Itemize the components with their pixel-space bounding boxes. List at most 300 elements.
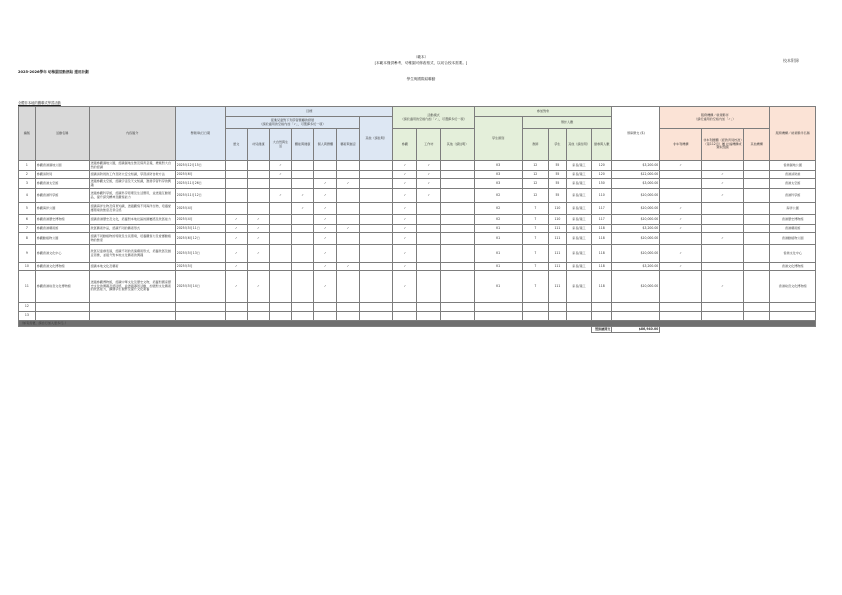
goal-check: ✓ [225, 263, 247, 271]
service-name: 香港動植物公園 [770, 233, 816, 245]
total-count: 120 [592, 171, 612, 179]
grade-cell: K1 [474, 233, 522, 245]
goal-check [291, 225, 314, 233]
service-check [660, 312, 702, 321]
teachers-count: 12 [522, 171, 548, 179]
goal-check [291, 263, 314, 271]
other-count: 家長/義工 [566, 203, 591, 215]
format-check [393, 303, 417, 312]
format-check [417, 245, 441, 263]
service-check: ✓ [660, 161, 702, 171]
grade-cell: K2 [474, 203, 522, 215]
format-check [441, 303, 475, 312]
goal-check [247, 179, 270, 189]
goal-check [270, 233, 292, 245]
col-goal-nature: 大自然與生活 [270, 129, 292, 161]
budget-cell: $10,000.00 [612, 215, 660, 225]
goal-check: ✓ [314, 179, 337, 189]
col-svc-approved: 非牟利團體（經教育局核准）（第112章）屬 社福機構或類似組織 [702, 129, 744, 161]
activity-content: 認識香港歷史及文化，培養對本地社區的歸屬感及欣賞能力 [89, 215, 175, 225]
goal-check [291, 245, 314, 263]
goal-check: ✓ [270, 171, 292, 179]
row-number: 4 [19, 189, 36, 203]
students-count: 111 [548, 233, 566, 245]
activity-name: 參觀香港文化中心 [35, 245, 89, 263]
activity-date: 2025年6月 [175, 171, 225, 179]
goal-check [337, 171, 360, 179]
activity-date [175, 312, 225, 321]
goal-check [291, 233, 314, 245]
goal-check: ✓ [247, 271, 270, 303]
activity-content: 欣賞藝術作品，認識不同的藝術形式 [89, 225, 175, 233]
total-count: 110 [592, 189, 612, 203]
activity-name: 參觀香港文化博物館 [35, 263, 89, 271]
goal-check: ✓ [247, 225, 270, 233]
activity-date: 2025年5月11日 [175, 225, 225, 233]
goal-check: ✓ [225, 271, 247, 303]
format-check: ✓ [417, 161, 441, 171]
service-check [702, 312, 744, 321]
goal-check [270, 312, 292, 321]
total-count: 120 [592, 161, 612, 171]
students-count: 55 [548, 179, 566, 189]
other-goal [359, 189, 393, 203]
format-check [441, 179, 475, 189]
format-check [417, 215, 441, 225]
goal-check [337, 312, 360, 321]
students-count: 110 [548, 203, 566, 215]
service-check [660, 303, 702, 312]
service-name: 香港文化中心 [770, 245, 816, 263]
service-check [660, 271, 702, 303]
col-format: 活動模式 （請於適用的空格內加「✓」，可選擇多於一項） [393, 107, 474, 129]
total-count: 118 [592, 271, 612, 303]
table-row [19, 312, 816, 321]
students-count [548, 303, 566, 312]
other-goal [359, 203, 393, 215]
format-check: ✓ [393, 179, 417, 189]
col-activity-name: 活動名稱 [35, 107, 89, 161]
service-name: 香港故宮文化博物館 [770, 271, 816, 303]
goal-check [247, 171, 270, 179]
service-name: 香港科學館 [770, 189, 816, 203]
col-expected: 預計人數 [522, 117, 612, 129]
goal-check [225, 203, 247, 215]
other-count: 家長/義工 [566, 189, 591, 203]
teachers-count: 7 [522, 203, 548, 215]
activity-content: 認識不同動植物的特徵及生長環境，培養觀察力及愛護動植物的態度 [89, 233, 175, 245]
other-goal [359, 179, 393, 189]
goal-check [270, 225, 292, 233]
budget-cell: $10,000.00 [612, 233, 660, 245]
service-check: ✓ [702, 171, 744, 179]
activity-date: 2025年4月 [175, 203, 225, 215]
students-count: 55 [548, 161, 566, 171]
format-check: ✓ [393, 225, 417, 233]
service-check: ✓ [702, 189, 744, 203]
goal-check [291, 312, 314, 321]
service-check: ✓ [660, 225, 702, 233]
total-count: 117 [592, 203, 612, 215]
row-number: 13 [19, 312, 36, 321]
activity-content: 透過參觀博物館，認識中華文化及歷史文物，培養對國家歷史文化的興趣及認同感，並透過導賞活動，加強對文化藝術的欣賞能力，擴闊學生視野及提升文化素養 [89, 271, 175, 303]
format-check: ✓ [393, 233, 417, 245]
format-check [441, 271, 475, 303]
teachers-count: 7 [522, 215, 548, 225]
other-count: 家長/義工 [566, 245, 591, 263]
col-content: 內容簡介 [89, 107, 175, 161]
service-check [660, 171, 702, 179]
col-grade: 學生級別 [474, 117, 522, 161]
other-count: 家長/義工 [566, 263, 591, 271]
goal-check [225, 179, 247, 189]
goal-check: ✓ [247, 245, 270, 263]
goal-check [270, 245, 292, 263]
teachers-count: 7 [522, 271, 548, 303]
teachers-count [522, 303, 548, 312]
col-service: 服務機構／就業夥伴 （請於適用的空格內加「✓」） [660, 107, 770, 129]
budget-cell: $10,000.00 [612, 203, 660, 215]
other-goal [359, 245, 393, 263]
row-number: 10 [19, 263, 36, 271]
goal-check [314, 171, 337, 179]
col-participants: 參加對象 [474, 107, 612, 117]
goal-check [337, 189, 360, 203]
format-check [417, 312, 441, 321]
goal-check: ✓ [291, 203, 314, 215]
format-check [441, 203, 475, 215]
col-teachers: 教師 [522, 129, 548, 161]
table-row [19, 303, 816, 312]
table-title: 全體非本地的關聯式學習活動 [18, 101, 61, 105]
goal-check: ✓ [270, 189, 292, 203]
format-check [417, 225, 441, 233]
teachers-count: 12 [522, 179, 548, 189]
format-check: ✓ [393, 215, 417, 225]
other-goal [359, 303, 393, 312]
budget-cell: $12,000.00 [612, 171, 660, 179]
activity-name [35, 312, 89, 321]
draft-label: （範本） [413, 55, 429, 59]
goal-check [247, 303, 270, 312]
activity-date [175, 303, 225, 312]
format-check [441, 263, 475, 271]
service-check [744, 171, 770, 179]
students-count: 55 [548, 189, 566, 203]
table-row [19, 245, 816, 263]
budget-cell: $3,000.00 [612, 179, 660, 189]
teachers-count: 12 [522, 161, 548, 171]
other-goal [359, 161, 393, 171]
activity-name: 參觀香港藝術館 [35, 225, 89, 233]
goal-check: ✓ [225, 225, 247, 233]
other-count: 家長/義工 [566, 171, 591, 179]
row-number: 3 [19, 179, 36, 189]
grade-cell: K1 [474, 245, 522, 263]
budget-cell: $3,200.00 [612, 161, 660, 171]
teachers-count: 7 [522, 245, 548, 263]
section-title: 學生與國際結聯動 [406, 77, 436, 81]
col-students: 學生 [548, 129, 566, 161]
row-number: 5 [19, 203, 36, 215]
goal-check: ✓ [314, 233, 337, 245]
other-goal [359, 271, 393, 303]
service-check [744, 189, 770, 203]
row-number: 6 [19, 215, 36, 225]
goal-check: ✓ [247, 215, 270, 225]
teachers-count: 7 [522, 233, 548, 245]
total-count: 118 [592, 263, 612, 271]
service-check [660, 179, 702, 189]
format-check [441, 312, 475, 321]
activity-date: 2025年5月 [175, 263, 225, 271]
service-check: ✓ [702, 233, 744, 245]
goal-check [337, 245, 360, 263]
service-check [702, 263, 744, 271]
teachers-count: 12 [522, 189, 548, 203]
col-goal-health: 幼兒健康 [247, 129, 270, 161]
service-check: ✓ [660, 203, 702, 215]
grade-cell: K3 [474, 171, 522, 179]
goal-check [270, 303, 292, 312]
other-count [566, 303, 591, 312]
appendix-label: 校本附錄 [783, 58, 799, 63]
goal-check [291, 215, 314, 225]
goal-check [291, 303, 314, 312]
total-count: 118 [592, 245, 612, 263]
activity-name: 參觀動植物公園 [35, 233, 89, 245]
students-count: 111 [548, 263, 566, 271]
table-row [19, 263, 816, 271]
service-check [702, 225, 744, 233]
other-count: 家長/義工 [566, 215, 591, 225]
row-number: 12 [19, 303, 36, 312]
goal-check: ✓ [314, 271, 337, 303]
format-check [417, 271, 441, 303]
goal-check: ✓ [225, 245, 247, 263]
teachers-count: 7 [522, 263, 548, 271]
format-check: ✓ [417, 171, 441, 179]
goal-check: ✓ [270, 161, 292, 171]
format-check: ✓ [393, 263, 417, 271]
goal-check [291, 161, 314, 171]
budget-cell: $3,200.00 [612, 225, 660, 233]
grade-cell: K1 [474, 225, 522, 233]
students-count: 110 [548, 215, 566, 225]
goal-check: ✓ [314, 203, 337, 215]
service-check [744, 179, 770, 189]
activity-content: 透過參觀太空館，認識宇宙及天文知識，激發學習科學的興趣 [89, 179, 175, 189]
format-check: ✓ [393, 161, 417, 171]
activity-date: 2025年4月 [175, 215, 225, 225]
service-check: ✓ [660, 263, 702, 271]
goal-check [247, 312, 270, 321]
table-row [19, 189, 816, 203]
other-goal [359, 263, 393, 271]
grade-cell: K2 [474, 189, 522, 203]
other-count: 家長/義工 [566, 179, 591, 189]
service-check [744, 215, 770, 225]
other-goal [359, 233, 393, 245]
activity-name: 參觀消防局 [35, 171, 89, 179]
goal-check: ✓ [314, 263, 337, 271]
activity-name [35, 303, 89, 312]
teachers-count: 7 [522, 225, 548, 233]
other-goal [359, 171, 393, 179]
activity-plan-table [18, 106, 816, 333]
budget-cell [612, 312, 660, 321]
format-check: ✓ [417, 179, 441, 189]
table-row [19, 215, 816, 225]
budget-cell: $10,000.00 [612, 189, 660, 203]
format-check [441, 189, 475, 203]
activity-content: 欣賞兒童劇表演，認識不同的表演藝術形式，培養欣賞及創意思維，並提升對本地文化藝術的興趣 [89, 245, 175, 263]
activity-date: 2025年5月13日 [175, 245, 225, 263]
total-count: 118 [592, 225, 612, 233]
goal-check [270, 179, 292, 189]
service-name: 香港濕地公園 [770, 161, 816, 171]
table-row [19, 271, 816, 303]
goal-check [337, 203, 360, 215]
total-count [592, 303, 612, 312]
grade-cell: K2 [474, 215, 522, 225]
activity-content [89, 312, 175, 321]
format-check [441, 171, 475, 179]
format-check [441, 215, 475, 225]
col-goal-lang: 語文 [225, 129, 247, 161]
service-check [660, 189, 702, 203]
students-count [548, 312, 566, 321]
grade-cell: K3 [474, 179, 522, 189]
goal-check [225, 189, 247, 203]
total-count [592, 312, 612, 321]
service-check [702, 203, 744, 215]
goal-check [291, 179, 314, 189]
budget-cell: $10,000.00 [612, 245, 660, 263]
teachers-count [522, 312, 548, 321]
col-goals: 目標 [225, 107, 392, 117]
budget-cell: $3,200.00 [612, 263, 660, 271]
service-check: ✓ [660, 245, 702, 263]
format-check: ✓ [393, 171, 417, 179]
goal-check [337, 271, 360, 303]
other-goal [359, 215, 393, 225]
activity-content: 透過參觀濕地公園，認識濕地生態及保育意義，增進對大自然的認識 [89, 161, 175, 171]
format-check: ✓ [393, 271, 417, 303]
activity-name: 參觀香港濕地公園 [35, 161, 89, 171]
activity-date: 2025年6月12日 [175, 233, 225, 245]
grade-cell [474, 312, 522, 321]
goal-check: ✓ [225, 233, 247, 245]
col-format-workshop: 工作坊 [417, 129, 441, 161]
service-name: 香港歷史博物館 [770, 215, 816, 225]
row-number: 7 [19, 225, 36, 233]
goal-check [337, 303, 360, 312]
total-count: 117 [592, 215, 612, 225]
service-name: 香港太空館 [770, 179, 816, 189]
format-check [441, 233, 475, 245]
format-check [441, 161, 475, 171]
format-check [441, 225, 475, 233]
students-count: 55 [548, 171, 566, 179]
table-row [19, 233, 816, 245]
goal-check [247, 203, 270, 215]
col-format-other: 其他（請註明） [441, 129, 475, 161]
goal-check: ✓ [225, 215, 247, 225]
format-check: ✓ [393, 189, 417, 203]
activity-content: 認識消防員的工作及防火安全知識，學習消防自救方法 [89, 171, 175, 179]
activity-date: 2025年5月14日 [175, 271, 225, 303]
col-no: 編號 [19, 107, 36, 161]
format-check [417, 233, 441, 245]
goal-check [314, 312, 337, 321]
other-count: 家長/義工 [566, 233, 591, 245]
format-check: ✓ [393, 203, 417, 215]
goal-check: ✓ [314, 245, 337, 263]
service-check [744, 161, 770, 171]
activity-content: 認識海洋生物及保育知識，透過觀察不同海洋生物，培養愛護環境的態度及責任感 [89, 203, 175, 215]
service-name: 香港藝術館 [770, 225, 816, 233]
activity-name: 參觀香港故宮文化博物館 [35, 271, 89, 303]
col-goal-personal: 個人與群體 [314, 129, 337, 161]
format-check [441, 245, 475, 263]
goal-check: ✓ [314, 215, 337, 225]
goal-check [225, 161, 247, 171]
goal-check: ✓ [314, 225, 337, 233]
activity-content: 透過參觀科學館，認識科學原理及生活應用，並透過互動展品，提升探究精神及觀察能力 [89, 189, 175, 203]
col-goal-arts: 藝術與創意 [337, 129, 360, 161]
students-count: 111 [548, 271, 566, 303]
note-line: [本範本僅供參考，幼稚園可修改格式，以切合校本需要。] [374, 61, 468, 65]
col-svc-other: 其他機構 [744, 129, 770, 161]
goal-check [270, 215, 292, 225]
goal-check [225, 303, 247, 312]
other-count: 家長/義工 [566, 225, 591, 233]
service-check [744, 303, 770, 312]
goal-check: ✓ [247, 233, 270, 245]
format-check [393, 312, 417, 321]
goal-check [247, 189, 270, 203]
table-row [19, 203, 816, 215]
service-check [744, 203, 770, 215]
other-goal [359, 225, 393, 233]
activity-date: 2025年11月12日 [175, 189, 225, 203]
table-row [19, 171, 816, 179]
format-check: ✓ [393, 245, 417, 263]
col-date: 舉辦/執行日期 [175, 107, 225, 161]
footer-note: （如有需要，請自行加入更多行。） [19, 321, 816, 327]
col-total-people: 總參與人數 [592, 129, 612, 161]
service-check [744, 225, 770, 233]
budget-cell: $10,000.00 [612, 271, 660, 303]
format-check [417, 303, 441, 312]
row-number: 2 [19, 171, 36, 179]
other-count: 家長/義工 [566, 161, 591, 171]
budget-cell [612, 303, 660, 312]
goal-check: ✓ [337, 263, 360, 271]
row-number: 8 [19, 233, 36, 245]
goal-check [225, 312, 247, 321]
grade-cell: K3 [474, 161, 522, 171]
service-name [770, 303, 816, 312]
col-goal-physical: 體能與健康 [291, 129, 314, 161]
service-check [744, 312, 770, 321]
service-name: 香港文化博物館 [770, 263, 816, 271]
activity-name: 參觀香港歷史博物館 [35, 215, 89, 225]
service-check: ✓ [702, 271, 744, 303]
goal-check: ✓ [314, 189, 337, 203]
total-count: 118 [592, 233, 612, 245]
